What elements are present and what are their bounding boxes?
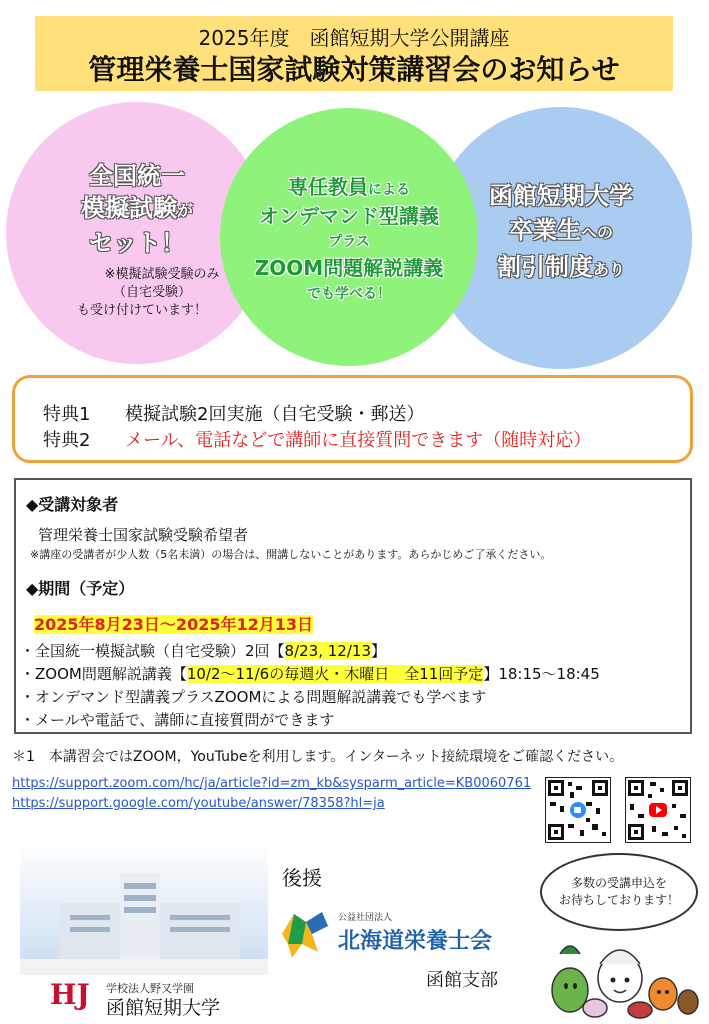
green-line3: プラス bbox=[328, 234, 370, 250]
pink-note3: も受け付けています！ bbox=[76, 303, 207, 318]
benefits-box bbox=[12, 375, 693, 463]
green-line5: でも学べる！ bbox=[307, 286, 391, 302]
green-line1: 専任教員による bbox=[288, 175, 410, 199]
benefit-2: 特典2 メール、電話などで講師に直接質問できます（随時対応） bbox=[43, 430, 592, 451]
target-text: 管理栄養士国家試験受験希望者 bbox=[38, 526, 249, 544]
title-banner bbox=[35, 16, 673, 91]
youtube-support-link[interactable]: https://support.google.com/youtube/answer/78358?hl=ja bbox=[12, 796, 385, 811]
bullet-contact: ・メールや電話で、講師に直接質問ができます bbox=[20, 711, 335, 729]
hokkaido-dietitian-logo bbox=[272, 904, 522, 964]
school-logo bbox=[40, 976, 270, 1019]
course-info-box bbox=[14, 478, 692, 734]
bubble-line1: 多数の受講申込を bbox=[570, 876, 667, 890]
school-corporation: 学校法人野又学園 bbox=[106, 982, 194, 995]
zoom-support-link[interactable]: https://support.zoom.com/hc/ja/article?id=zm_kb&sysparm_article=KB0060761 bbox=[12, 776, 532, 791]
footnote: ＊1 本講習会ではZOOM，YouTubeを利用します。インターネット接続環境をご確認ください。 bbox=[12, 749, 624, 765]
green-line2: オンデマンド型講義 bbox=[259, 204, 439, 228]
blue-line1: 函館短期大学 bbox=[489, 182, 633, 210]
period-heading: ◆期間（予定） bbox=[26, 579, 135, 598]
vegetable-characters-illustration bbox=[540, 930, 700, 1020]
title-subtitle: 2025年度 函館短期大学公開講座 bbox=[198, 26, 510, 50]
bullet-ondemand: ・オンデマンド型講義プラスZOOMによる問題解説講義でも学べます bbox=[20, 688, 487, 706]
school-building-photo bbox=[20, 843, 268, 975]
bullet-zoom-lecture: ・ZOOM問題解説講義【10/2～11/6の毎週火・木曜日 全11回予定】18:15～18:45 bbox=[20, 665, 600, 683]
blue-line3: 割引制度あり bbox=[496, 253, 625, 281]
school-name: 函館短期大学 bbox=[106, 997, 221, 1019]
support-label: 後援 bbox=[282, 866, 322, 890]
pink-note1: ※模擬試験受験のみ bbox=[104, 267, 220, 282]
hokkaido-map-icon bbox=[272, 904, 332, 964]
green-line4: ZOOM問題解説講義 bbox=[254, 256, 444, 280]
speech-bubble bbox=[540, 853, 698, 931]
feature-circle-ondemand bbox=[220, 108, 478, 366]
blue-line2: 卒業生への bbox=[508, 216, 613, 244]
support-branch: 函館支部 bbox=[426, 970, 498, 991]
benefit-1: 特典1 模擬試験2回実施（自宅受験・郵送） bbox=[43, 404, 425, 425]
support-org-name: 北海道栄養士会 bbox=[338, 928, 493, 954]
pink-line2: 模擬試験が bbox=[80, 194, 193, 222]
school-logo-mark: HJ bbox=[50, 978, 90, 1011]
bullet-mock-exam: ・全国統一模擬試験（自宅受験）2回【8/23, 12/13】 bbox=[20, 642, 387, 660]
pink-line1: 全国統一 bbox=[89, 162, 185, 190]
page-title: 管理栄養士国家試験対策講習会のお知らせ bbox=[88, 53, 620, 86]
target-heading: ◆受講対象者 bbox=[26, 495, 119, 514]
period-dates: 2025年8月23日～2025年12月13日 bbox=[34, 615, 313, 634]
youtube-qr-code[interactable] bbox=[625, 777, 691, 843]
support-org-type: 公益社団法人 bbox=[338, 913, 393, 923]
target-note: ※講座の受講者が少人数（5名未満）の場合は、開講しないことがあります。あらかじめご了承ください。 bbox=[30, 548, 552, 561]
bubble-line2: お待ちしております！ bbox=[558, 893, 679, 907]
pink-note2: （自宅受験） bbox=[112, 285, 191, 300]
zoom-qr-code[interactable] bbox=[545, 777, 611, 843]
pink-line3: セット！ bbox=[89, 229, 185, 257]
